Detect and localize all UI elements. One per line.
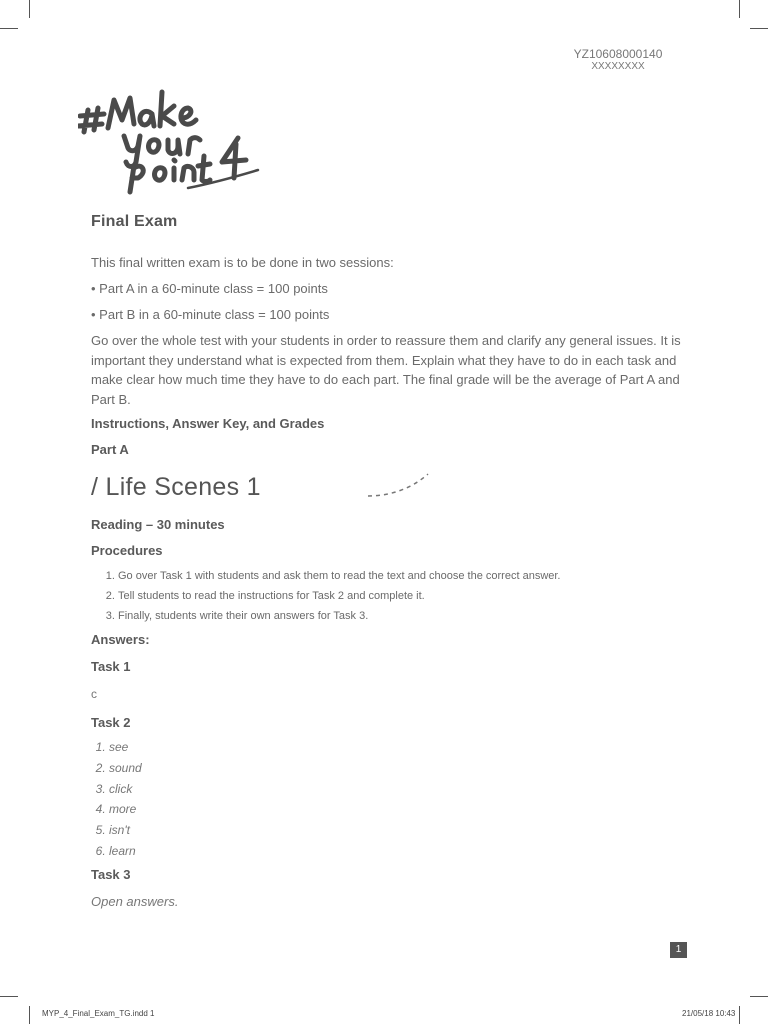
dashed-swoosh-decoration xyxy=(366,470,432,500)
task3-heading: Task 3 xyxy=(91,867,131,882)
unit-title: / Life Scenes 1 xyxy=(91,473,261,501)
procedures-list xyxy=(81,566,561,626)
crop-mark-top-left-h xyxy=(0,28,18,29)
document-code-sub: XXXXXXXX xyxy=(591,61,645,72)
document-code-number: YZ10608000140 xyxy=(573,47,663,61)
task2-answer: 6. learn xyxy=(109,841,142,862)
overview-paragraph: Go over the whole test with your students in order to reassure them and clarify any general issues. It is important they understand what is expected from them. Explain what they have to do in each task and make clear how much time they have to do each part. The final grade will be the average of Part A and Part B. xyxy=(91,333,681,407)
page-number: 1 xyxy=(670,942,687,958)
task2-answers-list xyxy=(91,737,142,862)
procedure-item: 2. Tell students to read the instructions for Task 2 and complete it. xyxy=(118,586,561,606)
procedure-item: 1. Go over Task 1 with students and ask them to read the text and choose the correct answer. xyxy=(118,566,561,586)
crop-mark-top-right-v xyxy=(739,0,740,18)
intro-text: This final written exam is to be done in two sessions: xyxy=(91,255,394,270)
task2-heading: Task 2 xyxy=(91,715,131,730)
task1-heading: Task 1 xyxy=(91,659,131,674)
procedures-heading: Procedures xyxy=(91,543,163,558)
task1-answer: c xyxy=(91,687,97,701)
instructions-heading: Instructions, Answer Key, and Grades xyxy=(91,416,325,431)
task2-answer: 5. isn't xyxy=(109,820,142,841)
session-part-b: • Part B in a 60-minute class = 100 points xyxy=(91,307,330,322)
crop-mark-top-left-v xyxy=(29,0,30,18)
crop-mark-bottom-left-h xyxy=(0,996,18,997)
task2-answer: 4. more xyxy=(109,799,142,820)
reading-heading: Reading – 30 minutes xyxy=(91,517,225,532)
footer-file-name: MYP_4_Final_Exam_TG.indd 1 xyxy=(42,1009,155,1018)
page-title: Final Exam xyxy=(91,213,178,230)
footer-date: 21/05/18 10:43 xyxy=(682,1009,736,1018)
session-part-a: • Part A in a 60-minute class = 100 points xyxy=(91,281,328,296)
crop-mark-top-right-h xyxy=(750,28,768,29)
task3-answer: Open answers. xyxy=(91,894,179,909)
task2-answer: 2. sound xyxy=(109,758,142,779)
document-code xyxy=(568,47,668,73)
task2-answer: 3. click xyxy=(109,779,142,800)
part-heading: Part A xyxy=(91,442,129,457)
answers-heading: Answers: xyxy=(91,632,150,647)
task2-answer: 1. see xyxy=(109,737,142,758)
crop-mark-bottom-right-h xyxy=(750,996,768,997)
crop-mark-bottom-right-v xyxy=(739,1006,740,1024)
crop-mark-bottom-left-v xyxy=(29,1006,30,1024)
make-your-point-logo xyxy=(78,88,268,198)
procedure-item: 3. Finally, students write their own answers for Task 3. xyxy=(118,606,561,626)
